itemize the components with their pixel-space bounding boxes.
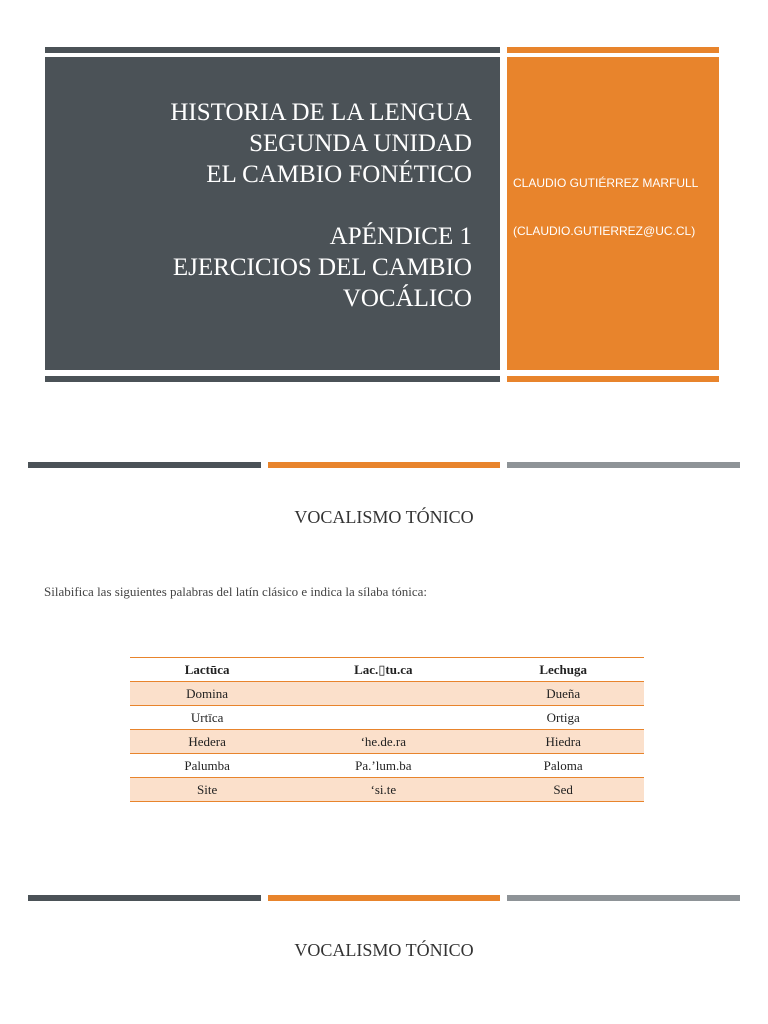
table-row xyxy=(130,706,644,730)
table-row xyxy=(130,754,644,778)
slide2-bar-orange xyxy=(268,462,500,468)
slide3-bar-dark xyxy=(28,895,261,901)
spanish-word: Sed xyxy=(553,781,573,797)
syllabification: Pa.’lum.ba xyxy=(355,757,412,773)
syllabification-table xyxy=(130,657,644,802)
latin-word: Palumba xyxy=(184,757,230,773)
table-header-cell: Lactūca xyxy=(184,661,230,677)
syllabification: ‘he.de.ra xyxy=(360,733,407,749)
author-email: (CLAUDIO.GUTIERREZ@UC.CL) xyxy=(513,224,696,238)
slide2-bar-dark xyxy=(28,462,261,468)
latin-word: Domina xyxy=(186,685,229,701)
title-top-bar-orange xyxy=(507,47,719,53)
slide2-heading: VOCALISMO TÓNICO xyxy=(294,507,474,527)
title-bottom-bar-dark xyxy=(45,376,500,382)
slide3-bar-orange xyxy=(268,895,500,901)
table-row xyxy=(130,682,644,706)
title-top-bar-dark xyxy=(45,47,500,53)
table-header-cell: Lechuga xyxy=(539,661,588,677)
author-name: CLAUDIO GUTIÉRREZ MARFULL xyxy=(513,176,699,190)
syllabification xyxy=(284,706,482,730)
latin-word: Hedera xyxy=(188,733,226,749)
spanish-word: Ortiga xyxy=(546,709,580,725)
title-bottom-bar-orange xyxy=(507,376,719,382)
exercise-instruction: Silabifica las siguientes palabras del latín clásico e indica la sílaba tónica: xyxy=(44,584,428,599)
latin-word: Urtīca xyxy=(190,709,224,725)
presentation-title: HISTORIA DE LA LENGUA SEGUNDA UNIDAD EL CAMBIO FONÉTICO APÉNDICE 1 EJERCICIOS DEL CAMBIO VOCÁLICO xyxy=(170,99,472,312)
spanish-word: Dueña xyxy=(546,685,581,701)
table-row xyxy=(130,778,644,802)
spanish-word: Hiedra xyxy=(545,733,581,749)
latin-word: Site xyxy=(197,781,218,797)
table-header-cell: Lac.▯tu.ca xyxy=(354,661,413,677)
slide3-bar-gray xyxy=(507,895,740,901)
syllabification: ‘si.te xyxy=(370,781,397,797)
slide3-heading: VOCALISMO TÓNICO xyxy=(294,940,474,960)
table-header-row xyxy=(130,658,644,682)
author-panel xyxy=(507,57,719,370)
syllabification xyxy=(284,682,482,706)
slide2-bar-gray xyxy=(507,462,740,468)
table-row xyxy=(130,730,644,754)
spanish-word: Paloma xyxy=(543,757,583,773)
title-slide xyxy=(0,0,768,400)
title-panel xyxy=(45,57,500,370)
